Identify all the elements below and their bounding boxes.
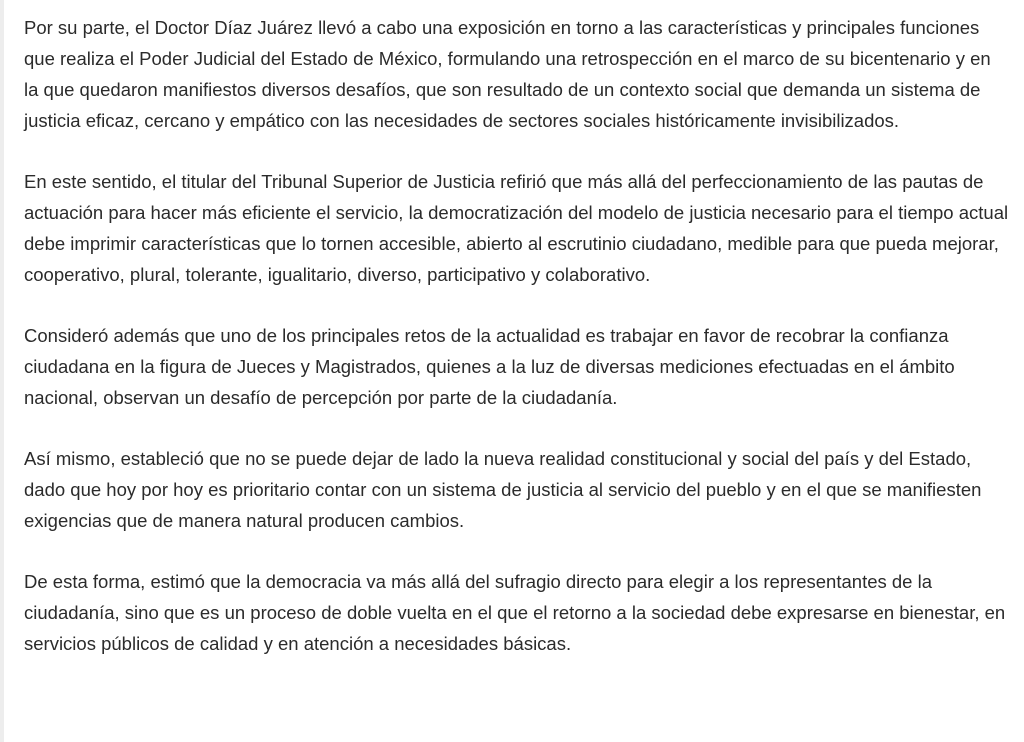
page-left-border bbox=[0, 0, 4, 742]
paragraph-4: Así mismo, estableció que no se puede dejar de lado la nueva realidad constitucional y social del país y del Estado, dado que hoy por hoy es prioritario contar con un sistema de justicia al servicio del pueblo y en el que se manifiesten exigencias que de manera natural producen cambios. bbox=[24, 448, 982, 531]
paragraph-2: En este sentido, el titular del Tribunal Superior de Justicia refirió que más allá del perfeccionamiento de las pautas de actuación para hacer más eficiente el servicio, la democratización del modelo de justicia necesario para el tiempo actual debe imprimir características que lo tornen accesible, abierto al escrutinio ciudadano, medible para que pueda mejorar, cooperativo, plural, tolerante, igualitario, diverso, participativo y colaborativo. bbox=[24, 171, 1009, 285]
article-body bbox=[24, 12, 1009, 689]
paragraph-1: Por su parte, el Doctor Díaz Juárez llevó a cabo una exposición en torno a las características y principales funciones que realiza el Poder Judicial del Estado de México, formulando una retrospección en el marco de su bicentenario y en la que quedaron manifiestos diversos desafíos, que son resultado de un contexto social que demanda un sistema de justicia eficaz, cercano y empático con las necesidades de sectores sociales históricamente invisibilizados. bbox=[24, 17, 991, 131]
paragraph-3: Consideró además que uno de los principales retos de la actualidad es trabajar en favor de recobrar la confianza ciudadana en la figura de Jueces y Magistrados, quienes a la luz de diversas mediciones efectuadas en el ámbito nacional, observan un desafío de percepción por parte de la ciudadanía. bbox=[24, 325, 955, 408]
paragraph-5: De esta forma, estimó que la democracia va más allá del sufragio directo para elegir a los representantes de la ciudadanía, sino que es un proceso de doble vuelta en el que el retorno a la sociedad debe expresarse en bienestar, en servicios públicos de calidad y en atención a necesidades básicas. bbox=[24, 571, 1006, 654]
